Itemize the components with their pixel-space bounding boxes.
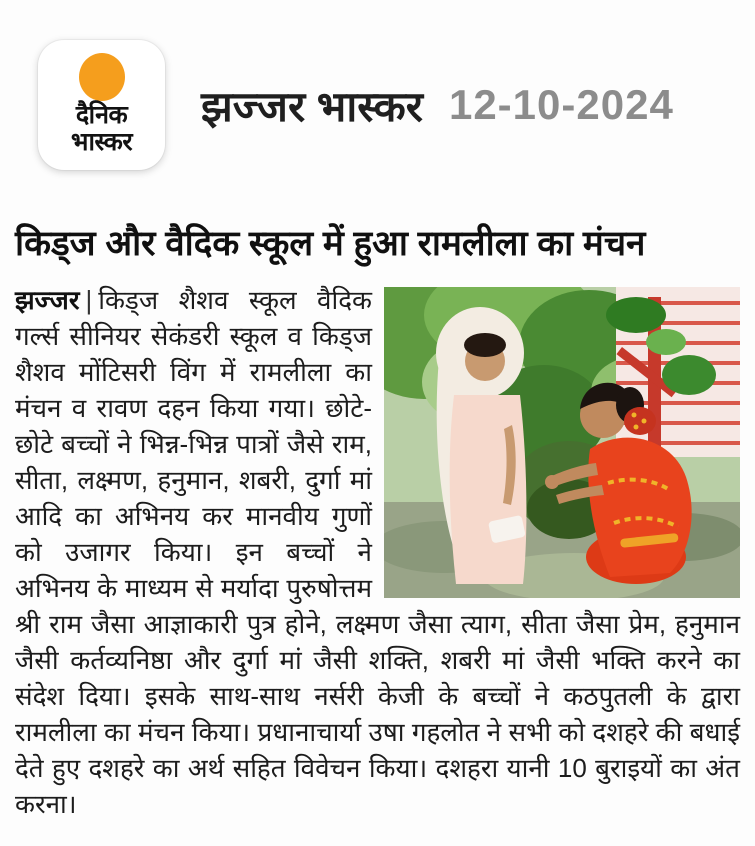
edition-date: 12-10-2024 bbox=[448, 81, 674, 128]
ramlila-children-photo-illustration bbox=[384, 287, 740, 598]
dateline-separator: | bbox=[85, 285, 93, 315]
dainik-bhaskar-logo bbox=[38, 40, 165, 170]
sun-icon bbox=[79, 53, 125, 101]
article-headline: किड्ज और वैदिक स्कूल में हुआ रामलीला का मंचन bbox=[15, 224, 646, 263]
logo-text-line1: दैनिक bbox=[75, 101, 128, 129]
article-body bbox=[15, 282, 740, 822]
article-photo bbox=[384, 287, 740, 598]
edition-title: झज्जर भास्कर bbox=[201, 82, 423, 130]
dateline: झज्जर bbox=[15, 285, 80, 315]
masthead bbox=[0, 0, 755, 170]
article-text: किड्ज शैशव स्कूल वैदिक गर्ल्स सीनियर सेकंडरी स्कूल व किड्ज शैशव मोंटिसरी विंग में रामलीला का मंचन व रावण दहन किया गया। छोटे-छोटे बच्चों ने भिन्न-भिन्न पात्रों जैसे राम, सीता, लक्ष्मण, हनुमान, शबरी, दुर्गा मां आदि का अभिनय कर मानवीय गुणों को उजागर किया। इन बच्चों ने अभिनय के माध्यम से मर्यादा पुरुषोत्तम श्री राम जैसा आज्ञाकारी पुत्र होने, लक्ष्मण जैसा त्याग, सीता जैसा प्रेम, हनुमान जैसी कर्तव्यनिष्ठा और दुर्गा मां जैसी शक्ति, शबरी मां जैसी भक्ति करने का संदेश दिया। इसके साथ-साथ नर्सरी केजी के बच्चों ने कठपुतली के द्वारा रामलीला का मंचन किया। प्रधानाचार्या उषा गहलोत ने सभी को दशहरे की बधाई देते हुए दशहरे का अर्थ सहित विवेचन किया। दशहरा यानी 10 बुराइयों का अंत करना। bbox=[15, 285, 740, 819]
logo-text-line2: भास्कर bbox=[70, 128, 133, 156]
